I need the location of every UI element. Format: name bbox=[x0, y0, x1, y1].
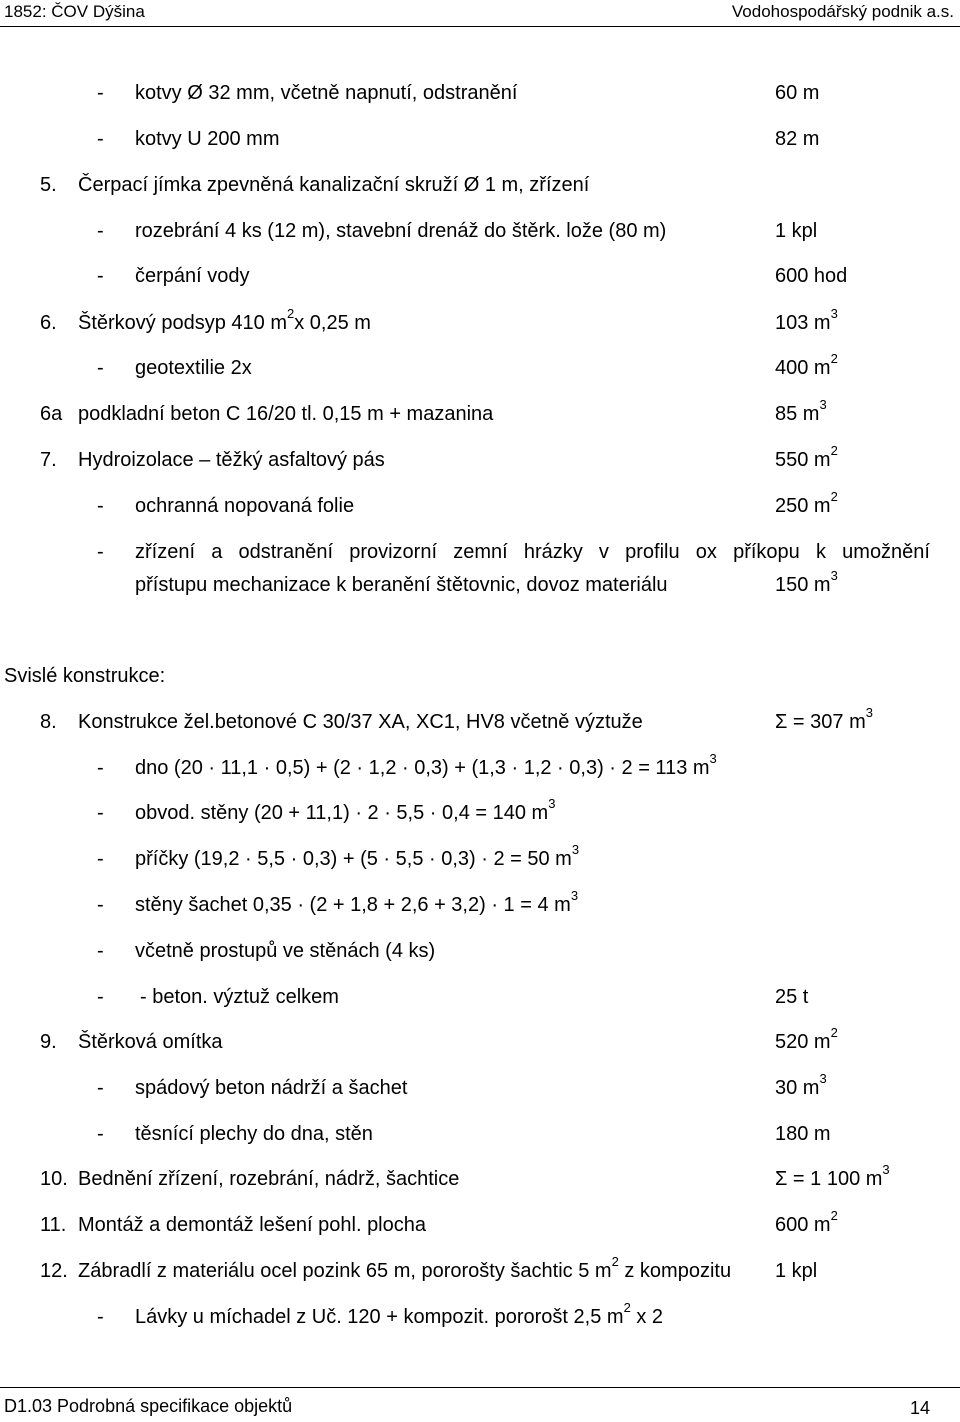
footer-rule bbox=[0, 1387, 960, 1388]
item-text: Hydroizolace – těžký asfaltový pás bbox=[78, 449, 385, 471]
spec-line bbox=[0, 1300, 960, 1330]
bullet-dash: - bbox=[97, 495, 104, 517]
spec-line bbox=[0, 1162, 960, 1192]
page-number: 14 bbox=[909, 1398, 930, 1418]
item-number: 8. bbox=[40, 711, 57, 733]
item-text: Čerpací jímka zpevněná kanalizační skruží Ø 1 m, zřízení bbox=[78, 174, 590, 196]
spec-line bbox=[0, 1025, 960, 1055]
item-number: 11. bbox=[40, 1214, 67, 1236]
bullet-dash: - bbox=[97, 757, 104, 779]
item-quantity: 30 $m^3$ bbox=[775, 1071, 827, 1099]
bullet-dash: - bbox=[97, 986, 104, 1008]
item-text: Bednění zřízení, rozebrání, nádrž, šachtice bbox=[78, 1168, 460, 1190]
item-text: Konstrukce žel.betonové C 30/37 XA, XC1, HV8 včetně výztuže bbox=[78, 711, 643, 733]
bullet-dash: - bbox=[97, 82, 104, 104]
bullet-dash: - bbox=[97, 541, 104, 563]
item-text: dno (20 · 11,1 · 0,5) + (2 · 1,2 · 0,3) + (1,3 · 1,2 · 0,3) · 2 = 113 $m^3$ bbox=[135, 751, 717, 779]
spec-line bbox=[0, 938, 960, 964]
spec-line bbox=[0, 705, 960, 735]
footer-title: D1.03 Podrobná specifikace objektů bbox=[4, 1396, 293, 1416]
bullet-dash: - bbox=[97, 1077, 104, 1099]
bullet-dash: - bbox=[97, 848, 104, 870]
spec-line bbox=[0, 751, 960, 781]
item-text: příčky (19,2 · 5,5 · 0,3) + (5 · 5,5 · 0,3) · 2 = 50 $m^3$ bbox=[135, 842, 580, 870]
item-text: stěny šachet 0,35 · (2 + 1,8 + 2,6 + 3,2) · 1 = 4 $m^3$ bbox=[135, 888, 579, 916]
bullet-dash: - bbox=[97, 128, 104, 150]
section-heading bbox=[0, 663, 960, 689]
item-text: geotextilie 2x bbox=[135, 357, 252, 379]
item-text: přístupu mechanizace k beranění štětovnic, dovoz materiálu bbox=[135, 574, 668, 596]
item-quantity: 250 $m^2$ bbox=[775, 489, 838, 517]
item-text: Zábradlí z materiálu ocel pozink 65 m, pororošty šachtic 5 $m^2$ z kompozitu bbox=[78, 1254, 732, 1282]
item-quantity: 25 t bbox=[775, 986, 809, 1008]
bullet-dash: - bbox=[97, 357, 104, 379]
item-quantity: 85 $m^3$ bbox=[775, 397, 827, 425]
spec-line bbox=[0, 172, 960, 198]
item-text: kotvy Ø 32 mm, včetně napnutí, odstranění bbox=[135, 82, 518, 104]
spec-line bbox=[0, 126, 960, 152]
bullet-dash: - bbox=[97, 1123, 104, 1145]
item-text: čerpání vody bbox=[135, 265, 250, 287]
item-quantity: 60 m bbox=[775, 82, 820, 104]
item-number: 9. bbox=[40, 1031, 57, 1053]
item-text: obvod. stěny (20 + 11,1) · 2 · 5,5 · 0,4 = 140 $m^3$ bbox=[135, 796, 556, 824]
item-text: Štěrková omítka bbox=[78, 1031, 223, 1053]
item-text: podkladní beton C 16/20 tl. 0,15 m + mazanina bbox=[78, 403, 494, 425]
spec-line bbox=[0, 263, 960, 289]
item-quantity: 82 m bbox=[775, 128, 820, 150]
spec-line bbox=[0, 218, 960, 244]
spec-line bbox=[0, 1208, 960, 1238]
item-quantity: Σ = 1 100 $m^3$ bbox=[775, 1162, 890, 1190]
spec-line bbox=[0, 568, 960, 598]
spec-line bbox=[0, 1254, 960, 1284]
spec-line bbox=[0, 397, 960, 427]
item-quantity: 180 m bbox=[775, 1123, 831, 1145]
header-rule bbox=[0, 26, 960, 27]
spec-line bbox=[0, 80, 960, 106]
item-text: Montáž a demontáž lešení pohl. plocha bbox=[78, 1214, 426, 1236]
spec-line bbox=[0, 1071, 960, 1101]
spec-line bbox=[0, 796, 960, 826]
item-text: rozebrání 4 ks (12 m), stavební drenáž do štěrk. lože (80 m) bbox=[135, 220, 667, 242]
bullet-dash: - bbox=[97, 802, 104, 824]
item-text: Lávky u míchadel z Uč. 120 + kompozit. pororošt 2,5 $m^2$ x 2 bbox=[135, 1300, 664, 1328]
spec-line bbox=[0, 984, 960, 1010]
spec-line bbox=[0, 888, 960, 918]
bullet-dash: - bbox=[97, 894, 104, 916]
item-text: ochranná nopovaná folie bbox=[135, 495, 355, 517]
section-title: Svislé konstrukce: bbox=[4, 665, 166, 687]
spec-line bbox=[0, 1121, 960, 1147]
item-text: včetně prostupů ve stěnách (4 ks) bbox=[135, 940, 436, 962]
item-number: 6a bbox=[40, 403, 63, 425]
item-quantity: 400 $m^2$ bbox=[775, 351, 838, 379]
item-quantity: 520 $m^2$ bbox=[775, 1025, 838, 1053]
bullet-dash: - bbox=[97, 265, 104, 287]
item-quantity: 103 $m^3$ bbox=[775, 306, 838, 334]
spec-line bbox=[0, 842, 960, 872]
item-text: Štěrkový podsyp 410 $m^2x$ 0,25 m bbox=[78, 306, 371, 334]
item-quantity: 1 kpl bbox=[775, 1260, 818, 1282]
item-number: 10. bbox=[40, 1168, 68, 1190]
item-quantity: 600 hod bbox=[775, 265, 848, 287]
item-text: kotvy U 200 mm bbox=[135, 128, 280, 150]
item-number: 5. bbox=[40, 174, 57, 196]
spec-line bbox=[0, 306, 960, 336]
item-text: - beton. výztuž celkem bbox=[140, 986, 339, 1008]
item-quantity: 150 $m^3$ bbox=[775, 568, 838, 596]
item-number: 7. bbox=[40, 449, 57, 471]
item-text: zřízení a odstranění provizorní zemní hrázky v profilu ox příkopu k umožnění bbox=[135, 541, 930, 563]
bullet-dash: - bbox=[97, 220, 104, 242]
item-text: spádový beton nádrží a šachet bbox=[135, 1077, 408, 1099]
page-header-left: 1852: ČOV Dýšina bbox=[4, 2, 145, 21]
item-text: těsnící plechy do dna, stěn bbox=[135, 1123, 373, 1145]
page-header-right: Vodohospodářský podnik a.s. bbox=[731, 2, 954, 21]
bullet-dash: - bbox=[97, 940, 104, 962]
item-quantity: 550 $m^2$ bbox=[775, 443, 838, 471]
bullet-dash: - bbox=[97, 1306, 104, 1328]
item-number: 6. bbox=[40, 312, 57, 334]
item-quantity: Σ = 307 $m^3$ bbox=[775, 705, 873, 733]
spec-line bbox=[0, 489, 960, 519]
spec-line bbox=[0, 351, 960, 381]
item-number: 12. bbox=[40, 1260, 68, 1282]
item-quantity: 1 kpl bbox=[775, 220, 818, 242]
spec-line bbox=[0, 539, 960, 565]
item-quantity: 600 $m^2$ bbox=[775, 1208, 838, 1236]
spec-line bbox=[0, 443, 960, 473]
